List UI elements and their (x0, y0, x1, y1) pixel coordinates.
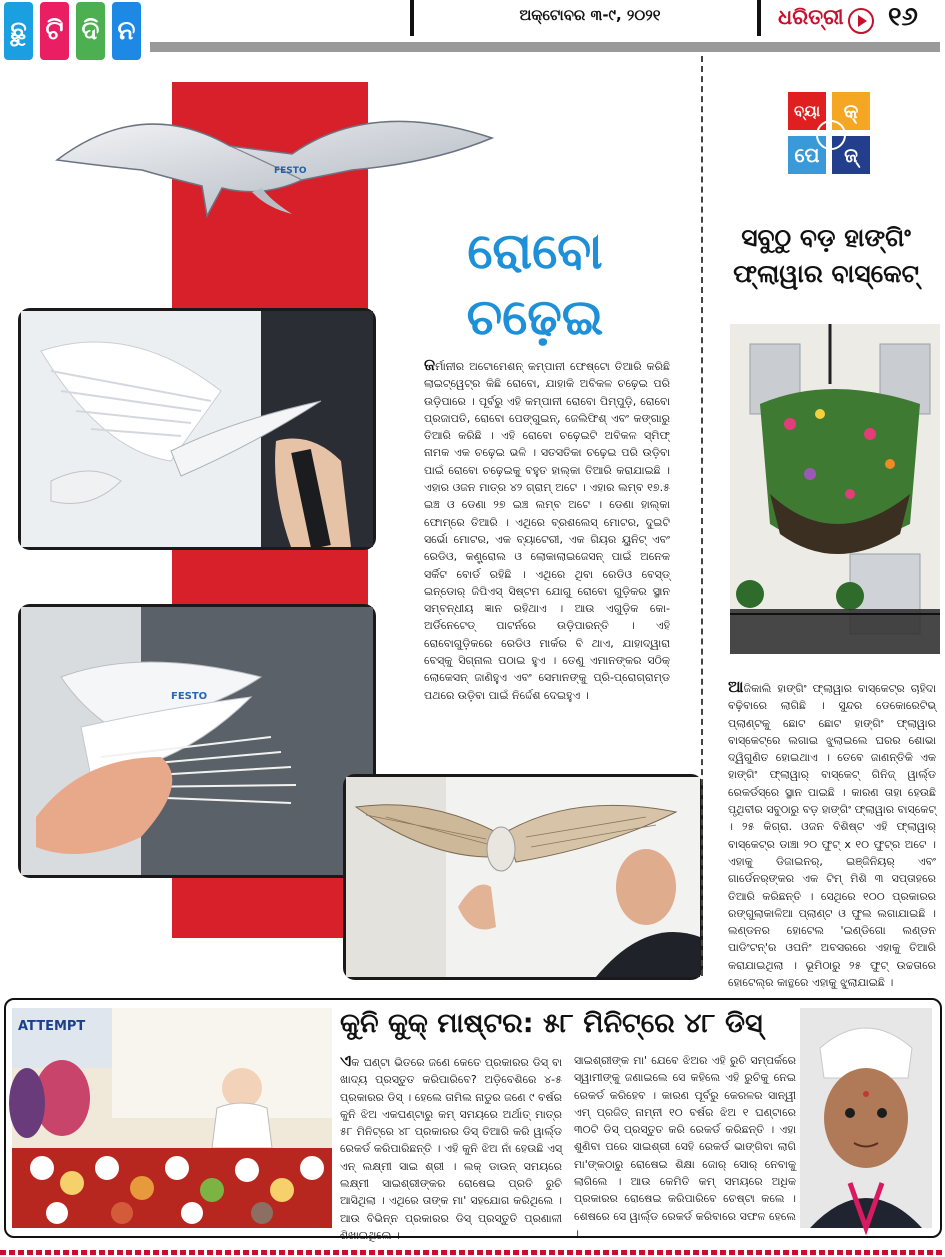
section-logo-letter: ଛୁ (10, 15, 27, 46)
robot-article-dropcap: ଜ (424, 355, 436, 374)
basket-article-text: ଜିକାଲି ହାଙ୍ଗିଂ ଫ୍ଲାୱାର ବାସ୍କେଟ୍‌ର ଚାହିଦା ବଢ଼ିବାରେ ଲାଗିଛି । ସୁନ୍ଦର ଡେକୋରେଟିଭ୍ ପ୍ଲାଣ୍ଟକୁ ଛୋଟ ଛୋଟ ହାଙ୍ଗିଂ ଫ୍ଲାୱାର ବାସ୍କେଟ୍‌ରେ ଲଗାଇ ଝୁଲାଇଲେ ଘରର ଶୋଭା ଦ୍ୱିଗୁଣିତ ହୋଇଥାଏ । ତେବେ ଜାଣନ୍ତିକି ଏକ ହାଙ୍ଗିଂ ଫ୍ଲାୱାର୍ ବାସ୍କେଟ୍ ଗିନିଜ୍ ୱାର୍ଲ୍ଡ ରେକର୍ଡସ୍‌ରେ ସ୍ଥାନ ପାଇଛି । କାରଣ ତାହା ହେଉଛି ପୃଥିବୀର ସବୁଠାରୁ ବଡ଼ ହାଙ୍ଗିଂ ଫ୍ଲାୱାର ବାସ୍କେଟ୍ । ୨୫ କିଗ୍ରା. ଓଜନ ବିଶିଷ୍ଟ ଏହି ଫ୍ଲାୱାର୍ ବାସ୍କେଟ୍‌ର ଡାଞ୍ଚା ୨୦ ଫୁଟ୍ x ୧୦ ଫୁଟ୍‌ର ଅଟେ । ଏହାକୁ ଡିଜାଇନର୍, ଇଞ୍ଜିନିୟର୍ ଏବଂ ଗାର୍ଡେନର୍‌ଙ୍କର ଏକ ଟିମ୍ ମିଶି ୩ ସପ୍ତାହରେ ତିଆରି କରିଛନ୍ତି । ସେଥିରେ ୧୦୦ ପ୍ରକାରର ରଙ୍ଗୁଲାକାଳିଆ ପ୍ଲାଣ୍ଟ ଓ ଫୁଲ ଲଗାଯାଇଛି । ଲଣ୍ଡନର ହୋଟେଲ 'ଇଣ୍ଡିଗୋ ଲଣ୍ଡନ ପାଡିଂଟନ୍'ର ଓପନିଂ ଅବସରରେ ଏହାକୁ ତିଆରି କରାଯାଇଥିଲା । ଭୂମିଠାରୁ ୨୫ ଫୁଟ୍ ଉଚ୍ଚତାରେ ହୋଟେଲ୍‌ର କାନ୍ଥରେ ଏହାକୁ ଝୁଲାଯାଇଛି । (728, 682, 936, 990)
cook-headline: କୁନି କୁକ୍ ମାଷ୍ଟର: ୫୮ ମିନିଟ୍‌ରେ ୪୮ ଡିସ୍ (340, 1008, 763, 1039)
robot-bird-photo-hand (18, 308, 376, 550)
newspaper-brand: ଧରିତ୍ରୀ (778, 4, 844, 29)
festo-logo: FESTO (274, 166, 307, 176)
banner-text: ATTEMPT (18, 1019, 86, 1034)
issue-date: ଅକ୍ଟୋବର ୩-୯, ୨୦୨୧ (519, 6, 661, 24)
badge-ring-icon (816, 120, 846, 150)
section-logo-tile-3 (76, 2, 105, 60)
header-rule (150, 42, 940, 52)
column-divider (701, 56, 703, 976)
basket-headline (712, 220, 940, 292)
section-logo-letter: ଟି (45, 15, 64, 46)
page-number: ୧୬ (888, 2, 918, 32)
back-page-badge (786, 90, 876, 180)
footer-stripe (0, 1250, 945, 1255)
girl-chef-photo (800, 1008, 932, 1228)
badge-letter: ବ୍ୟା (793, 102, 821, 120)
basket-headline-line-2: ଫ୍ଲାୱାର ବାସ୍କେଟ୍ (733, 259, 919, 288)
robot-article-text: ର୍ମାନୀର ଅଟୋମେଶନ୍ କମ୍ପାନୀ ଫେଷ୍ଟୋ ତିଆରି କରିଛି ଲାଇଟ୍‌ୱେଟ୍‌ର କିଛି ରୋବୋ, ଯାହାକି ଅବିକଳ ଚଢ଼େଇ ପରି ଉଡ଼ିପାରେ । ପୂର୍ବରୁ ଏହି କମ୍ପାନୀ ରୋବୋ ପିମ୍ପୁଡ଼ି, ରୋବୋ ପ୍ରଜାପତି, ରୋବୋ ପେଙ୍ଗୁଇନ୍, ଜେଲିଫିଶ୍ ଏବଂ କଙ୍ଗାରୁ ତିଆରି କରିଛି । ଏହି ରୋବୋ ଚଢ଼େଇଟି ଅବିକଳ ସ୍ମିଫ୍ ନାମକ ଏକ ଚଢ଼େଇ ଭଳି । ସତସତିକା ଚଢ଼େଇ ପରି ଉଡ଼ିବା ପାଇଁ ରୋବୋ ଚଢ଼େଇକୁ ବହୁତ ହାଲ୍‌କା ତିଆରି କରାଯାଇଛି । ଏହାର ଓଜନ ମାତ୍ର ୪୨ ଗ୍ରାମ୍ ଅଟେ । ଏହାର ଲମ୍ବ ୧୭.୫ ଇଞ୍ଚ ଓ ଡେଣା ୨୭ ଇଞ୍ଚ ଲମ୍ବ ଅଟେ । ଡେଣା ହାଲ୍‌କା ଫୋମ୍‌ରେ ତିଆରି । ଏଥିରେ ବ୍ରଶଲେସ୍ ମୋଟର, ଦୁଇଟି ସର୍ଭୋ ମୋଟର, ଏକ ବ୍ୟାଟେରୀ, ଏକ ଗିୟର ୟୁନିଟ୍ ଏବଂ ରେଡିଓ, କଣ୍ଟ୍ରୋଲ ଓ ଲୋକାଲାଇଜେସନ୍ ପାଇଁ ଅନେକ ସର୍କିଟ ବୋର୍ଡ ରହିଛି । ଏଥିରେ ଥିବା ରେଡିଓ ବେସ୍‌ଡ୍ ଇନ୍‌ଡୋର୍ ଜିପିଏସ୍ ସିଷ୍ଟମ ଯୋଗୁ ରୋବୋ ଗୁଡ଼ିକର ସ୍ଥାନ ସମ୍ବନ୍ଧୀୟ ଜ୍ଞାନ ରହିଥାଏ । ଆଉ ଏଗୁଡ଼ିକ କୋ-ଅର୍ଡିନେଟେଡ୍ ପାଟର୍ନରେ ଉଡ଼ିପାରନ୍ତି । ଏହି ରୋବୋଗୁଡ଼ିକରେ ରେଡିଓ ମାର୍କର ବି ଥାଏ, ଯାହାଦ୍ୱାରା ବେସ୍‌କୁ ସିଗ୍ନାଲ ପଠାଇ ହୁଏ । ତେଣୁ ଏମାନଙ୍କର ସଠିକ୍ ଲୋକେସନ୍ ଜାଣିହୁଏ ଏବଂ ସେମାନଙ୍କୁ ପ୍ରି-ପ୍ରୋଗ୍ରାମ୍ଡ ପଥରେ ଉଡ଼ିବା ପାଇଁ ନିର୍ଦ୍ଦେଶ ଦେଇହୁଏ । (424, 360, 670, 702)
section-logo-letter: ଦି (81, 15, 100, 46)
robot-bird-photo-top (52, 88, 502, 228)
section-logo (2, 0, 148, 62)
cook-article-col2 (574, 1052, 796, 1240)
cook-dishes-photo (12, 1008, 332, 1228)
header-divider-left (410, 0, 414, 36)
section-logo-tile-1 (4, 2, 33, 60)
badge-letter: ଜ୍ (844, 143, 858, 167)
basket-headline-line-1: ସବୁଠୁ ବଡ଼ ହାଙ୍ଗିଂ (741, 223, 911, 252)
robot-headline (385, 218, 685, 350)
robot-headline-line-2: ଚଢ଼େଇ (466, 288, 604, 346)
robot-bird-photo-launch (18, 604, 376, 878)
cook-article-dropcap: ଏ (340, 1051, 352, 1070)
cook-article-col1 (340, 1051, 562, 1242)
basket-article-dropcap: ଆ (728, 677, 744, 696)
section-logo-tile-4 (112, 2, 141, 60)
robot-headline-line-1: ରୋବୋ (467, 222, 603, 280)
cook-article-text-2: ସାଇଶ୍ରୀଙ୍କ ମା' ଯେବେ ଝିଅର ଏହି ରୁଚି ସମ୍ପର୍କରେ ସ୍ୱାମୀଙ୍କୁ ଜଣାଇଲେ ସେ କହିଲେ ଏହି ରୁଚିକୁ ନେଇ ରେକର୍ଡ କରିହେବ । କାରଣ ପୂର୍ବରୁ କେରଳର ସାନ୍ୱୀ ଏମ୍ ପ୍ରଜିତ୍ ନାମ୍ନୀ ୧୦ ବର୍ଷର ଝିଅ ୧ ଘଣ୍ଟାରେ ୩୦ଟି ଡିସ୍ ପ୍ରସ୍ତୁତ କରି ରେକର୍ଡ କରିଛନ୍ତି । ଏହା ଶୁଣିବା ପରେ ସାଇଶ୍ରୀ ସେହି ରେକର୍ଡ ଭାଙ୍ଗିବା ଲାଗି ମା'ଙ୍କଠାରୁ ରୋଷେଇ ଶିକ୍ଷା ଜୋର୍ ସୋର୍ ନେବାକୁ ଲାଗିଲେ । ଆଉ କେମିତି କମ୍ ସମୟରେ ଅଧିକ ପ୍ରକାରର ରୋଷେଇ କରିପାରିବେ ଚେଷ୍ଟା କଲେ । ଶେଷରେ ସେ ୱାର୍ଲ୍ଡ ରେକର୍ଡ କରିବାରେ ସଫଳ ହେଲେ । (574, 1054, 796, 1240)
section-logo-tile-2 (40, 2, 69, 60)
section-logo-letter: ନ (117, 15, 136, 46)
badge-letter: କ୍ (843, 99, 859, 123)
header-divider-right (757, 0, 761, 36)
basket-article-body (728, 677, 936, 990)
play-icon (848, 8, 874, 34)
hanging-basket-photo (730, 324, 940, 654)
badge-letter: ପେ (794, 143, 820, 167)
man-with-robot-bird-photo (343, 774, 703, 980)
festo-logo: FESTO (171, 691, 208, 702)
robot-article-body (424, 356, 670, 722)
cook-article-text-1: କ ଘଣ୍ଟା ଭିତରେ ଜଣେ କେତେ ପ୍ରକାରର ଡିସ୍ ବା ଖାଦ୍ୟ ପ୍ରସ୍ତୁତ କରିପାରିବେ? ଅଡ଼ିବେଶିରେ ୪-୫ ପ୍ରକାରର ଡିସ୍ । ହେଲେ ତାମିଲ ନାଡୁର ଜଣେ ୯ ବର୍ଷର କୁନି ଝିଅ ଏକଘଣ୍ଟାରୁ କମ୍ ସମୟରେ ଅର୍ଥାତ୍ ମାତ୍ର ୫୮ ମିନିଟ୍‌ରେ ୪୮ ପ୍ରକାରର ଡିସ୍ ତିଆରି କରି ୱାର୍ଲ୍ଡ ରେକର୍ଡ କରିପାରିଛନ୍ତି । ଏହି କୁନି ଝିଅ ନାଁ ହେଉଛି ଏସ୍ ଏନ୍ ଲକ୍ଷ୍ମୀ ସାଇ ଶ୍ରୀ । ଲକ୍ ଡାଉନ୍ ସମୟରେ ଲକ୍ଷ୍ମୀ ସାଇଶ୍ରୀଙ୍କର ରୋଷେଇ ପ୍ରତି ରୁଚି ଆସିଥିଲା । ଏଥିରେ ତାଙ୍କ ମା' ସହଯୋଗ କରିଥିଲେ । ଆଉ ବିଭିନ୍ନ ପ୍ରକାରର ଡିସ୍ ପ୍ରସ୍ତୁତି ପ୍ରଣାଳୀ ଶିଖାଇଥିଲେ । (340, 1056, 562, 1242)
